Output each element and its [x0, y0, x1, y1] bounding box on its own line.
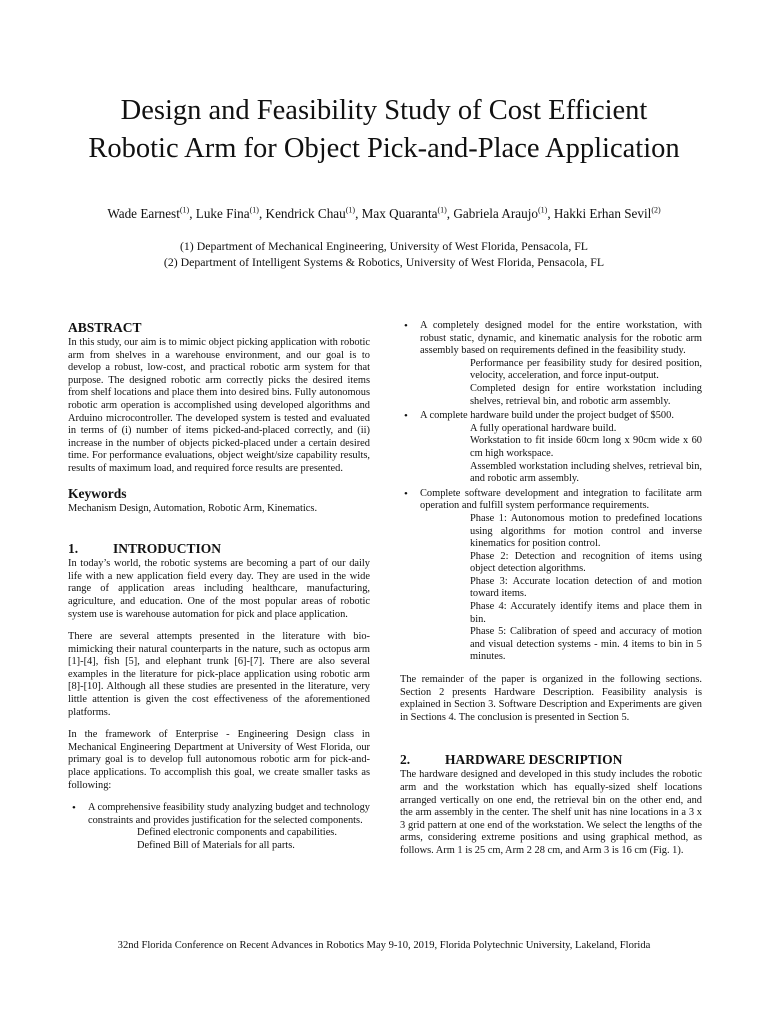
title-line-1: Design and Feasibility Study of Cost Efficient	[120, 95, 648, 126]
right-column	[400, 320, 702, 858]
sub-item: Phase 4: Accurately identify items and place them in bin.	[470, 601, 702, 625]
sub-item: Assembled workstation including shelves, retrieval bin, and robotic arm assembly.	[470, 460, 702, 485]
task-list	[68, 802, 370, 852]
sub-item: Phase 1: Autonomous motion to predefined locations using algorithms for motion control and inverse kinematics for position control.	[470, 512, 702, 550]
sub-item: Phase 2: Detection and recognition of items using object detection algorithms.	[470, 550, 702, 575]
intro-paragraph-3: In the framework of Enterprise - Engineering Design class in Mechanical Engineering Department at University of West Florida, our primary goal is to develop full autonomous robotic arm for pick-and-place applications. To accomplish this goal, we create smaller tasks as following:	[68, 729, 370, 791]
section-title: HARDWARE DESCRIPTION	[445, 752, 623, 768]
sub-item: Defined Bill of Materials for all parts.	[137, 840, 295, 851]
sub-item: Defined electronic components and capabilities.	[137, 827, 337, 839]
sub-item: A fully operational hardware build.	[470, 422, 617, 434]
section-number: 2.	[400, 752, 411, 768]
title-line-2: Robotic Arm for Object Pick-and-Place Application	[88, 133, 680, 164]
intro-paragraph-1: In today’s world, the robotic systems are becoming a part of our daily life with a new application field every day. They are used in the wide range of application areas including healthcare, manufacturing, agriculture, and education. One of the most popular areas of robotic system use is warehouse automation for pick and place application.	[68, 558, 370, 620]
keywords-heading: Keywords	[68, 485, 127, 501]
affiliation-1: (1) Department of Mechanical Engineering, University of West Florida, Pensacola, FL	[179, 239, 588, 253]
list-item: • A comprehensive feasibility study analyzing budget and technology constraints and provides justification for the selected components. Defined electronic components and capabilities. Defined Bill of Materials for all parts.	[68, 802, 370, 852]
list-item: • Complete software development and integration to facilitate arm operation and fulfill system performance requirements. Phase 1: Autonomous motion to predefined locations using algorithms for motion control and inverse kinematics for position control. Phase 2: Detection and recognition of items using object detection algorithms. Phase 3: Accurate location detection of and motion toward items. Phase 4: Accurately identify items and place them in bin. Phase 5: Calibration of speed and accuracy of motion and visual detection systems - min. 4 items to bin in 5 minutes.	[400, 488, 702, 664]
sub-item: Completed design for entire workstation including shelves, retrieval bin, and robotic arm assembly.	[470, 382, 702, 407]
sub-item: Workstation to fit inside 60cm long x 90cm wide x 60 cm high workspace.	[470, 435, 702, 459]
author-list	[0, 206, 768, 222]
hardware-paragraph: The hardware designed and developed in this study includes the robotic arm and the workstation which has equally-sized shelf locations arranged vertically on one end, the retrieval bin on the other end, and the arm assembly in the center. The shelf unit has nine locations in a 3 x 3 grid pattern at one end of the workstation. We select the lengths of the arms, considering extreme positions and using graphical method, as follows. Arm 1 is 25 cm, Arm 2 28 cm, and Arm 3 is 16 cm (Fig. 1).	[400, 769, 702, 856]
author: Hakki Erhan Sevil$^{(2)}$	[553, 206, 661, 222]
author: Luke Fina$^{(1)}$,	[195, 206, 266, 222]
author: Gabriela Araujo$^{(1)}$,	[453, 206, 554, 222]
affiliation-2: (2) Department of Intelligent Systems & Robotics, University of West Florida, Pensacola, FL	[163, 255, 605, 269]
affiliations	[0, 238, 768, 270]
paper-title	[0, 92, 768, 168]
page-footer: 32nd Florida Conference on Recent Advances in Robotics May 9-10, 2019, Florida Polytechnic University, Lakeland, Florida	[117, 940, 651, 951]
list-item: • A complete hardware build under the project budget of $500. A fully operational hardware build. Workstation to fit inside 60cm long x 90cm wide x 60 cm high workspace. Assembled workstation including shelves, retrieval bin, and robotic arm assembly.	[400, 410, 702, 486]
intro-paragraph-2: There are several attempts presented in the literature with bio-mimicking their natural counterparts in the nature, such as octopus arm [1]-[4], fish [5], and elephant trunk [6]-[7]. There are also several examples in the literature for pick-place application using robotic arm [8]-[10]. Although all these studies are presented in the literature, very little attention is given the cost effectiveness of the aforementioned platforms.	[68, 631, 370, 718]
hardware-section-heading	[400, 752, 702, 767]
sub-item: Phase 5: Calibration of speed and accuracy of motion and visual detection systems - min. 4 items to bin in 5 minutes.	[470, 626, 702, 663]
author: Wade Earnest$^{(1)}$,	[107, 206, 196, 222]
intro-section-heading	[68, 541, 370, 556]
section-number: 1.	[68, 541, 79, 557]
task-list-continued	[400, 320, 702, 664]
author: Kendrick Chau$^{(1)}$,	[265, 206, 362, 222]
keywords-text: Mechanism Design, Automation, Robotic Arm, Kinematics.	[68, 502, 318, 514]
abstract-heading: ABSTRACT	[68, 320, 142, 335]
left-column	[68, 320, 370, 853]
abstract-text: In this study, our aim is to mimic object picking application with robotic arm from shelves in a warehouse environment, and our goal is to develop a robust, low-cost, and practical robotic arm system for that purpose. The designed robotic arm correctly picks the desired items from shelf locations and place them into desired bins. Fully autonomous robotic arm operation is accomplished using developed algorithms and Arduino microcontroller. The developed system is tested and evaluated in terms of (i) number of items picked-and-placed correctly, and (ii) increase in the number of objects picked-placed under a certain desired time. For performance evaluations, object weight/size capability results, results of maximum load, and required force results are presented.	[68, 337, 370, 474]
sub-item: Performance per feasibility study for desired position, velocity, acceleration, and force input-output.	[470, 357, 702, 382]
list-item: • A completely designed model for the entire workstation, with robust static, dynamic, and kinematic analysis for the robotic arm assembly based on requirements defined in the feasibility study. Performance per feasibility study for desired position, velocity, acceleration, and force input-output. Completed design for entire workstation including shelves, retrieval bin, and robotic arm assembly.	[400, 320, 702, 408]
remainder-paragraph: The remainder of the paper is organized in the following sections. Section 2 presents Hardware Description. Feasibility analysis is explained in Section 3. Software Description and Experiments are given in Sections 4. The conclusion is presented in Section 5.	[400, 674, 702, 723]
section-title: INTRODUCTION	[113, 541, 222, 557]
author: Max Quaranta$^{(1)}$,	[361, 206, 454, 222]
sub-item: Phase 3: Accurate location detection of and motion toward items.	[470, 575, 702, 600]
